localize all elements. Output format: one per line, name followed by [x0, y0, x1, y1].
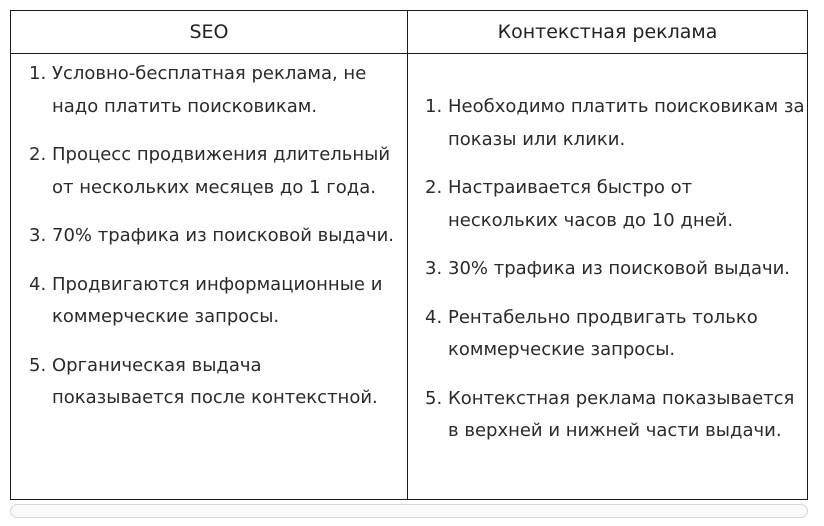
item-number: 1.	[29, 63, 47, 84]
item-number: 3.	[29, 225, 47, 246]
item-text: Рентабельно продвигать только коммерческие запросы.	[448, 306, 758, 360]
item-text: Процесс продвижения длительный от нескольких месяцев до 1 года.	[52, 144, 391, 198]
item-text: Органическая выдача показывается после контекстной.	[52, 354, 378, 408]
item-number: 3.	[425, 258, 443, 279]
item-number: 1.	[425, 96, 443, 117]
seo-list	[29, 58, 399, 431]
item-text: Условно-бесплатная реклама, не надо платить поисковикам.	[52, 63, 367, 117]
list-item	[425, 172, 805, 237]
item-text: Настраивается быстро от нескольких часов до 10 дней.	[448, 177, 734, 231]
item-text: Контекстная реклама показывается в верхней и нижней части выдачи.	[448, 387, 795, 441]
column-divider	[407, 11, 408, 499]
item-text: 70% трафика из поисковой выдачи.	[52, 225, 395, 246]
item-text: Продвигаются информационные и коммерческие запросы.	[52, 273, 383, 327]
item-number: 5.	[29, 354, 47, 376]
list-item	[29, 220, 399, 253]
list-item	[425, 91, 805, 156]
comparison-table	[10, 10, 808, 500]
list-item	[29, 58, 399, 123]
item-number: 2.	[425, 177, 443, 198]
horizontal-scrollbar[interactable]	[10, 504, 808, 518]
header-context-ads: Контекстная реклама	[497, 21, 718, 43]
item-number: 4.	[29, 273, 47, 295]
list-item	[425, 253, 805, 286]
item-number: 4.	[425, 306, 443, 328]
item-number: 2.	[29, 144, 47, 165]
list-item	[29, 269, 399, 334]
list-item	[29, 139, 399, 204]
list-item	[425, 383, 805, 448]
context-ads-list	[425, 91, 805, 464]
item-text: Необходимо платить поисковикам за показы или клики.	[448, 96, 805, 150]
list-item	[29, 350, 399, 415]
item-number: 5.	[425, 387, 443, 409]
item-text: 30% трафика из поисковой выдачи.	[448, 258, 791, 279]
table-header-row	[11, 11, 807, 54]
list-item	[425, 302, 805, 367]
header-seo: SEO	[189, 21, 229, 43]
